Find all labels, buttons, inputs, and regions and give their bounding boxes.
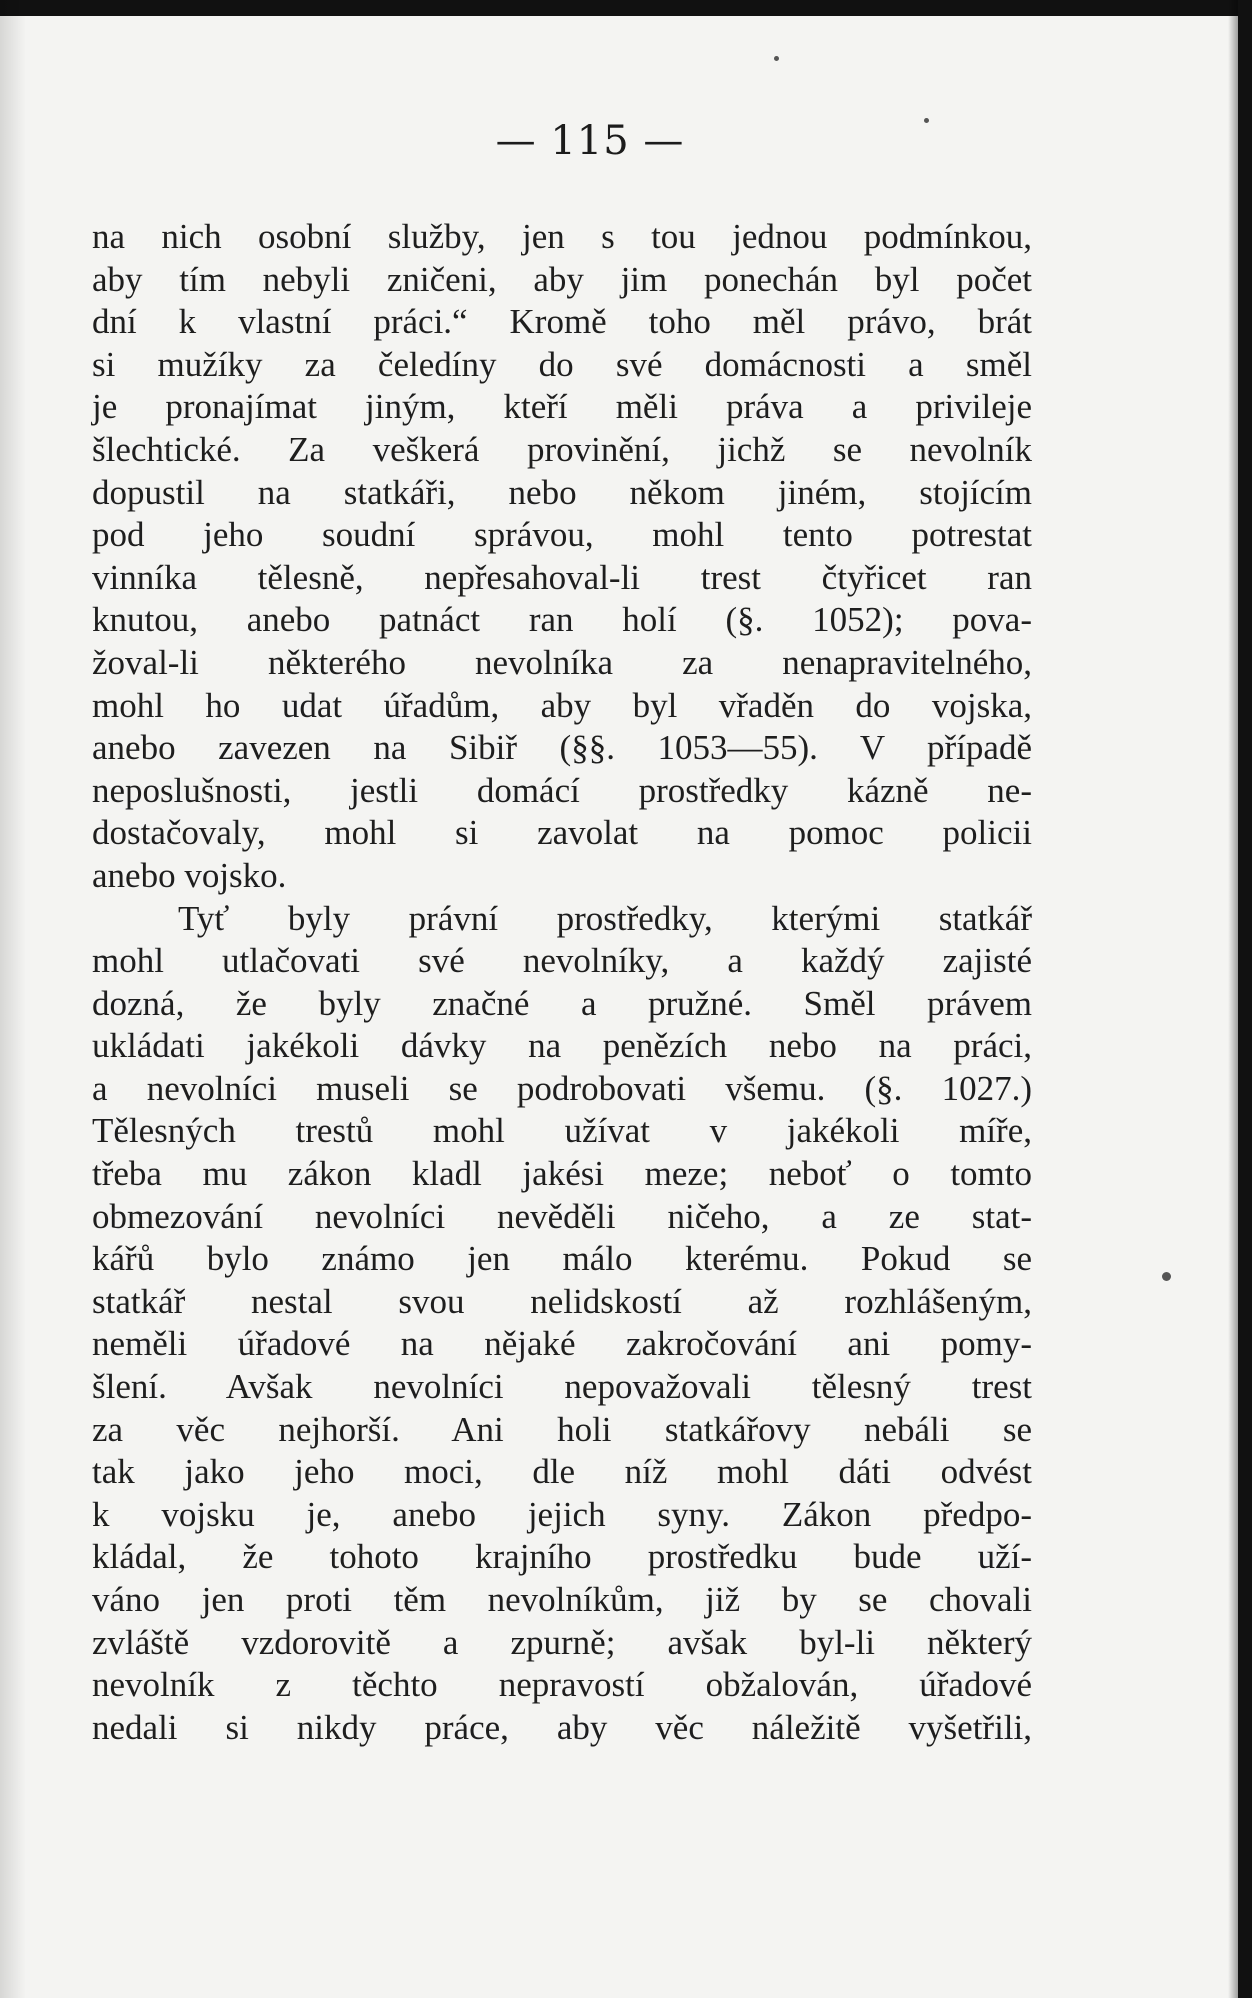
text-line: šlení. Avšak nevolníci nepovažovali tělesný trest [92, 1367, 1032, 1407]
page-number: — 115 — [495, 118, 685, 164]
scan-left-shadow [0, 0, 26, 1998]
text-line: nevolník z těchto nepravostí obžalován, úřadové [92, 1665, 1032, 1705]
scan-top-border [0, 0, 1252, 16]
dust-speck [774, 56, 779, 61]
text-line: nedali si nikdy práce, aby věc náležitě vyšetřili, [92, 1707, 1032, 1747]
text-line: žoval-li některého nevolníka za nenapravitelného, [92, 642, 1032, 682]
dust-speck [1162, 1272, 1171, 1281]
paragraph-start-line: Tyť byly právní prostředky, kterými statkář [178, 898, 1032, 938]
text-line: tak jako jeho moci, dle níž mohl dáti odvést [92, 1452, 1032, 1492]
text-line: dopustil na statkáři, nebo někom jiném, stojícím [92, 472, 1032, 512]
text-line: mohl utlačovati své nevolníky, a každý zajisté [92, 941, 1032, 981]
text-line: na nich osobní služby, jen s tou jednou podmínkou, [92, 217, 1032, 256]
text-line: dostačovaly, mohl si zavolat na pomoc policii [92, 813, 1032, 853]
text-line: třeba mu zákon kladl jakési meze; neboť o tomto [92, 1154, 1032, 1194]
text-line: a nevolníci museli se podrobovati všemu. (§. 1027.) [92, 1068, 1032, 1108]
text-line: vinníka tělesně, nepřesahoval-li trest čtyřicet ran [92, 557, 1032, 597]
text-line: kládal, že tohoto krajního prostředku bude uží- [92, 1537, 1032, 1577]
text-line: neposlušnosti, jestli domácí prostředky kázně ne- [92, 770, 1032, 810]
text-line: šlechtické. Za veškerá provinění, jichž se nevolník [92, 429, 1032, 469]
text-line: zvláště vzdorovitě a zpurně; avšak byl-li některý [92, 1622, 1032, 1662]
text-line: ukládati jakékoli dávky na penězích nebo na práci, [92, 1026, 1032, 1066]
text-line: dní k vlastní práci.“ Kromě toho měl právo, brát [92, 302, 1032, 342]
text-line: anebo zavezen na Sibiř (§§. 1053—55). V případě [92, 728, 1032, 768]
text-line: obmezování nevolníci nevěděli ničeho, a ze stat- [92, 1196, 1032, 1236]
text-line: aby tím nebyli zničeni, aby jim ponechán byl počet [92, 259, 1032, 299]
text-line: anebo vojsko. [92, 855, 287, 895]
text-line: Tělesných trestů mohl užívat v jakékoli míře, [92, 1111, 1032, 1151]
text-line: kářů bylo známo jen málo kterému. Pokud se [92, 1239, 1032, 1279]
text-line: k vojsku je, anebo jejich syny. Zákon předpo- [92, 1494, 1032, 1534]
text-line: dozná, že byly značné a pružné. Směl právem [92, 983, 1032, 1023]
scan-right-border [1238, 0, 1252, 1998]
text-line: za věc nejhorší. Ani holi statkářovy nebáli se [92, 1409, 1032, 1449]
text-line: mohl ho udat úřadům, aby byl vřaděn do vojska, [92, 685, 1032, 725]
text-line: neměli úřadové na nějaké zakročování ani pomy- [92, 1324, 1032, 1364]
scan-right-shadow [1228, 0, 1238, 1998]
text-line: si mužíky za čeledíny do své domácnosti a směl [92, 344, 1032, 384]
text-line: je pronajímat jiným, kteří měli práva a privileje [92, 387, 1032, 427]
text-line: statkář nestal svou nelidskostí až rozhlášeným, [92, 1281, 1032, 1321]
text-line: knutou, anebo patnáct ran holí (§. 1052); pova- [92, 600, 1032, 640]
body-text [92, 216, 1032, 1749]
text-line: váno jen proti těm nevolníkům, již by se chovali [92, 1580, 1032, 1619]
text-line: pod jeho soudní správou, mohl tento potrestat [92, 515, 1032, 555]
